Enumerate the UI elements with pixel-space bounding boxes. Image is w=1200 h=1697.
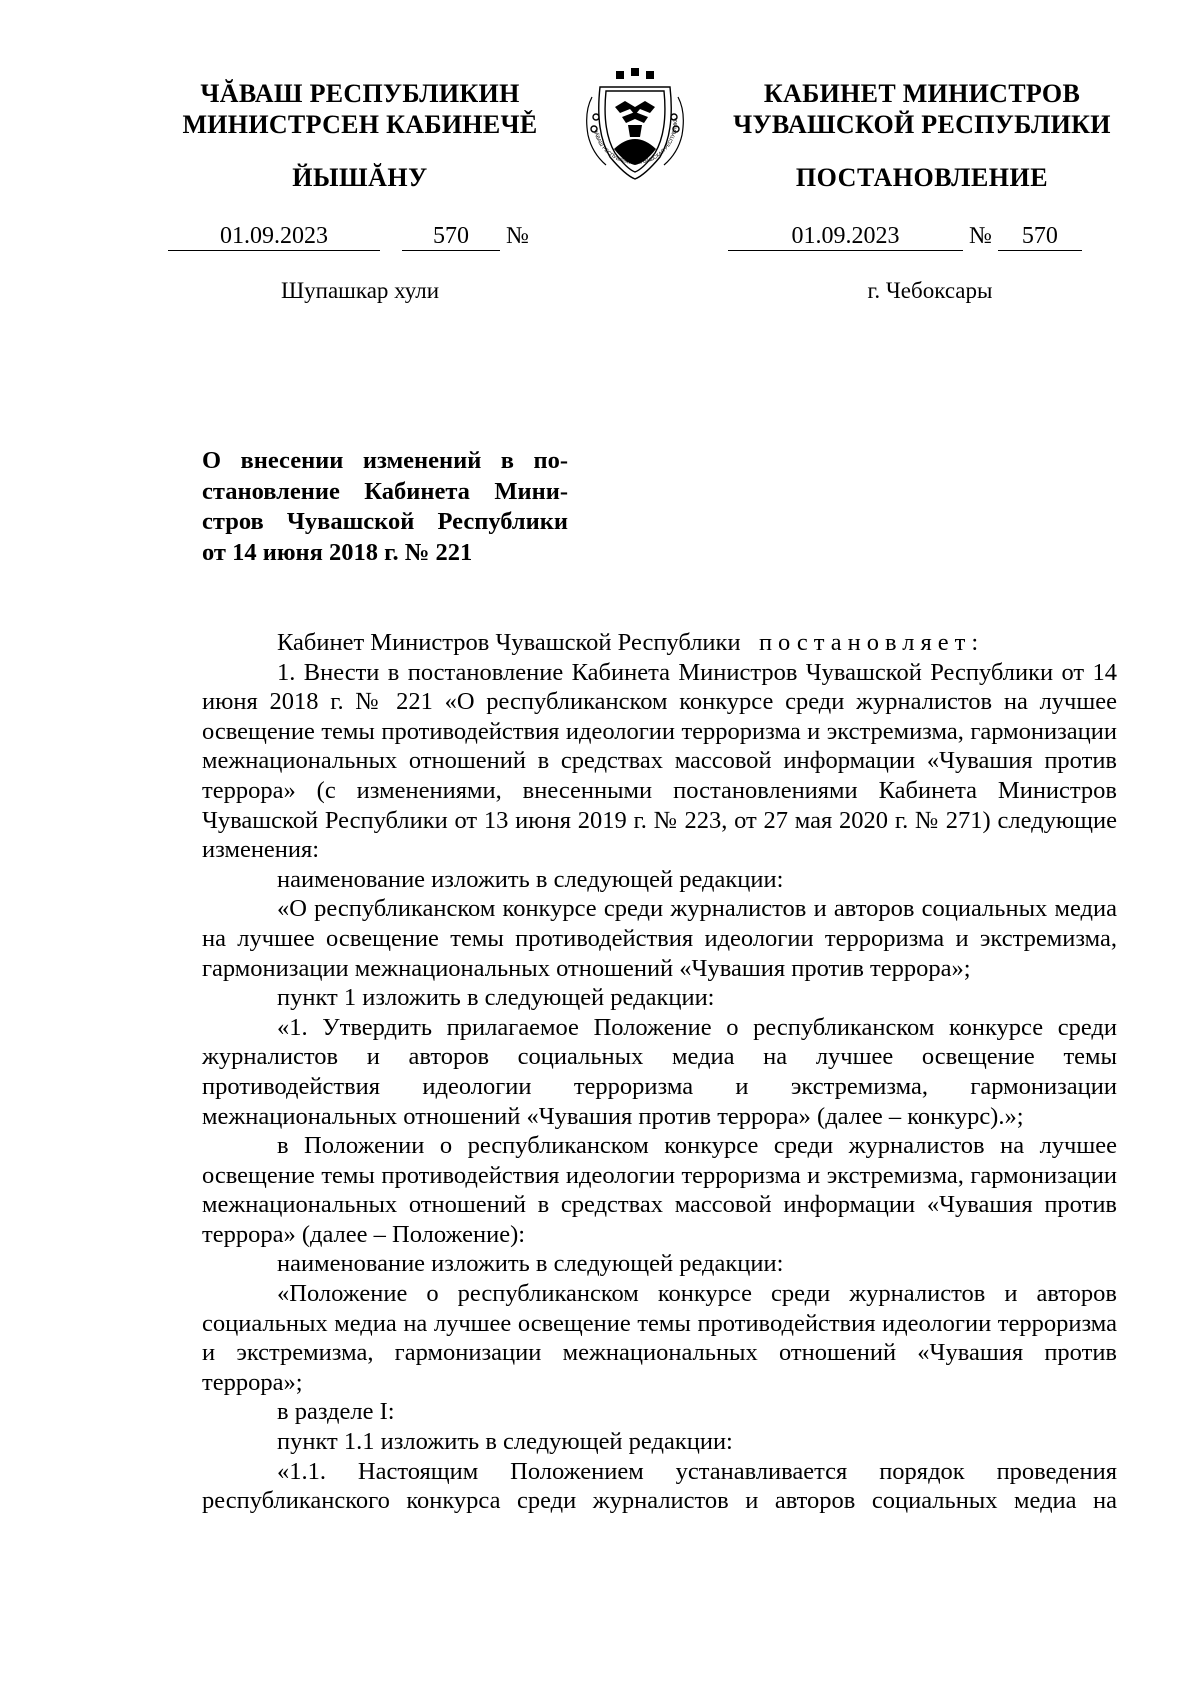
preamble-text: Кабинет Министров Чувашской Республики bbox=[277, 629, 741, 656]
emblem-ring-text: ЧĂВАШ РЕСПУБЛИКИ • ЧУВАШСКАЯ РЕСПУБЛИКА bbox=[591, 117, 680, 167]
body-paragraph: в Положении о республиканском конкурсе среди журналистов на лучшее освещение темы противодействия идеологии терроризма и экстремизма, гармонизации межнациональных отношений в средствах массовой информации «Чувашия против террора» (далее – Положение): bbox=[202, 1132, 1117, 1248]
reg-right-date: 01.09.2023 bbox=[728, 222, 963, 251]
header-right-line1: КАБИНЕТ МИНИСТРОВ bbox=[763, 79, 1081, 108]
body-paragraph: «1. Утвердить прилагаемое Положение о республиканском конкурсе среди журналистов и авторов социальных медиа на лучшее освещение темы противодействия идеологии терроризма и экстремизма, гармонизации межнациональных отношений «Чувашия против террора» (далее – конкурс).»; bbox=[202, 1013, 1117, 1130]
body-paragraph: в разделе I: bbox=[277, 1398, 395, 1426]
reg-left-date: 01.09.2023 bbox=[168, 222, 380, 251]
header-left-chuvash bbox=[160, 78, 560, 140]
place-right: г. Чебоксары bbox=[867, 278, 993, 303]
body-paragraph: пункт 1 изложить в следующей редакции: bbox=[277, 984, 715, 1012]
subject-line: О внесении изменений в по- bbox=[202, 447, 568, 474]
reg-left-number-sign: № bbox=[506, 223, 529, 249]
body-paragraph: «Положение о республиканском конкурсе среди журналистов и авторов социальных медиа на лучшее освещение темы противодействия идеологии терроризма и экстремизма, гармонизации межнациональных отношений «Чувашия против террора»; bbox=[202, 1280, 1117, 1396]
body-paragraph: «О республиканском конкурсе среди журналистов и авторов социальных медиа на лучшее освещение темы противодействия идеологии терроризма и экстремизма, гармонизации межнациональных отношений «Чувашия против террора»; bbox=[202, 895, 1117, 982]
document-subject bbox=[202, 446, 568, 568]
body-paragraph: наименование изложить в следующей редакции: bbox=[277, 865, 784, 893]
preamble bbox=[202, 628, 1117, 658]
doctype-left: ЙЫШĂНУ bbox=[292, 163, 428, 192]
subject-line: стров Чувашской Республики bbox=[202, 508, 568, 535]
header-left-line2: МИНИСТРСЕН КАБИНЕЧĚ bbox=[182, 110, 538, 139]
header-left-line1: ЧĂВАШ РЕСПУБЛИКИН bbox=[200, 79, 520, 108]
reg-right-number: 570 bbox=[998, 222, 1082, 251]
preamble-spaced-word: постановляет bbox=[758, 629, 972, 656]
registration-left bbox=[168, 222, 529, 251]
place-left: Шупашкар хули bbox=[280, 278, 440, 303]
subject-line: становление Кабинета Мини- bbox=[202, 477, 568, 505]
body-paragraph: «1.1. Настоящим Положением устанавливается порядок проведения республиканского конкурса среди журналистов и авторов социальных медиа на bbox=[202, 1457, 1117, 1515]
doctype-right: ПОСТАНОВЛЕНИЕ bbox=[795, 163, 1049, 192]
coat-of-arms-emblem bbox=[570, 57, 700, 187]
preamble-colon: : bbox=[971, 629, 979, 656]
body-paragraph: наименование изложить в следующей редакции: bbox=[277, 1250, 784, 1278]
reg-right-number-sign: № bbox=[969, 223, 992, 249]
registration-right bbox=[728, 222, 1082, 251]
header-right-russian bbox=[722, 78, 1122, 140]
subject-line: от 14 июня 2018 г. № 221 bbox=[202, 538, 473, 566]
document-body bbox=[202, 628, 1117, 1516]
body-paragraph: пункт 1.1 изложить в следующей редакции: bbox=[277, 1428, 733, 1456]
body-paragraph: 1. Внести в постановление Кабинета Министров Чувашской Республики от 14 июня 2018 г. № 221 «О республиканском конкурсе среди журналистов на лучшее освещение темы противодействия идеологии терроризма и экстремизма, гармонизации межнациональных отношений в средствах массовой информации «Чувашия против террора» (с изменениями, внесенными постановлениями Кабинета Министров Чувашской Республики от 13 июня 2019 г. № 223, от 27 мая 2020 г. № 271) следующие изменения: bbox=[202, 658, 1117, 864]
reg-left-number: 570 bbox=[402, 222, 500, 251]
header-right-line2: ЧУВАШСКОЙ РЕСПУБЛИКИ bbox=[733, 110, 1111, 139]
